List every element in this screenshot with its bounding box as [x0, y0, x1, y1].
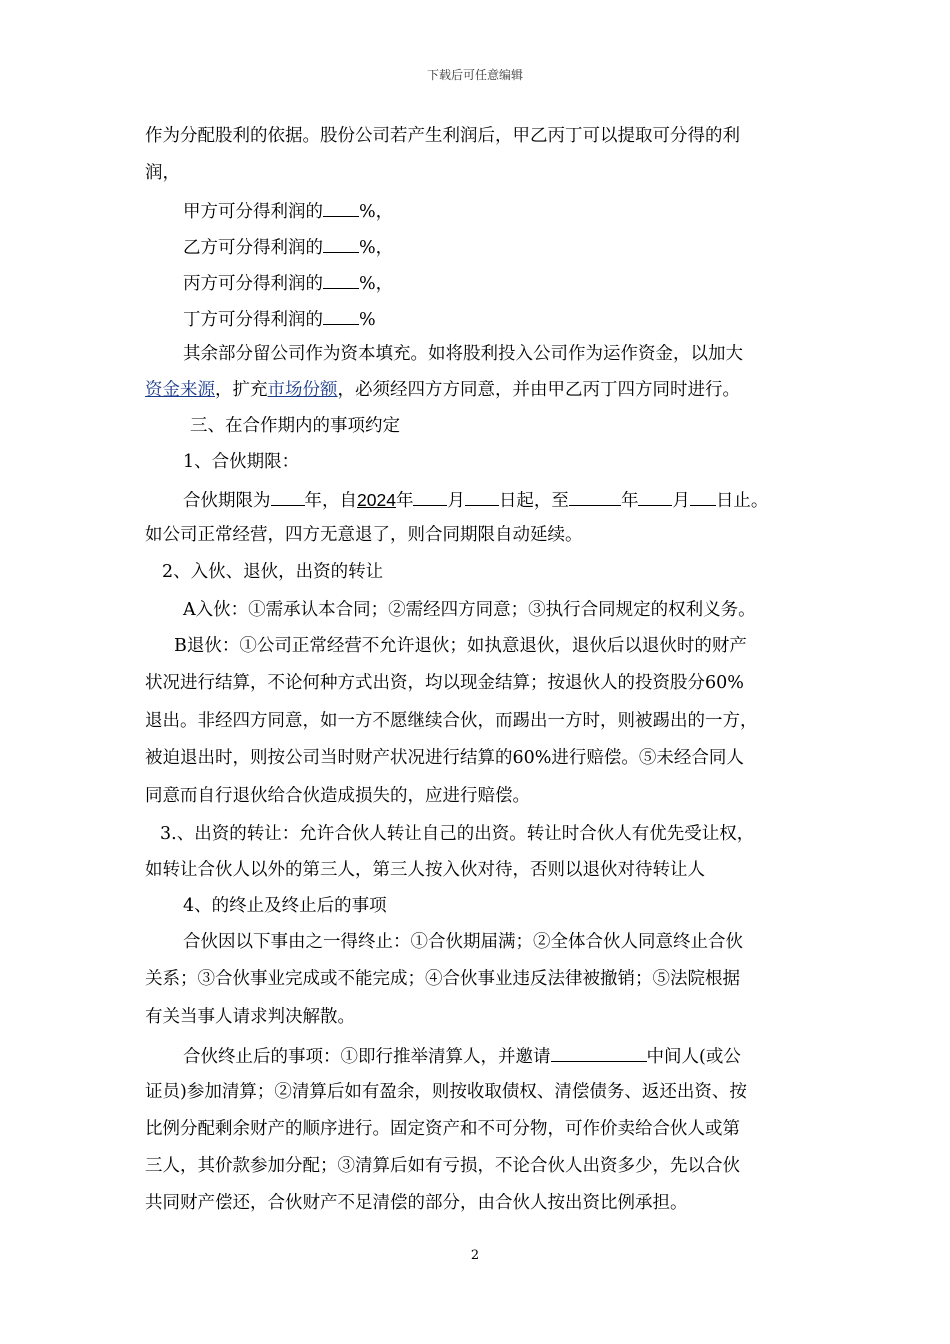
item4-t1: 合伙因以下事由之一得终止：①合伙期届满；②全体合伙人同意终止合伙 — [183, 932, 743, 952]
item4-title: 4、的终止及终止后的事项 — [183, 896, 387, 916]
item4-a5: 共同财产偿还，合伙财产不足清偿的部分，由合伙人按出资比例承担。 — [145, 1193, 688, 1213]
item2-b2: 状况进行结算，不论何种方式出资，均以现金结算；按退伙人的投资股分60% — [145, 673, 744, 693]
item2-a: A入伙：①需承认本合同；②需经四方同意；③执行合同规定的权利义务。 — [183, 600, 756, 620]
item2-b5: 同意而自行退伙给合伙造成损失的，应进行赔偿。 — [145, 786, 530, 806]
para2-line2: 资金来源，扩充市场份额，必须经四方方同意，并由甲乙丙丁四方同时进行。 — [145, 380, 740, 400]
blank-field[interactable] — [465, 487, 499, 506]
profit-share-ding: 丁方可分得利润的 % — [183, 306, 376, 332]
link-capital-source[interactable]: 资金来源 — [145, 380, 215, 400]
item4-a3: 比例分配剩余财产的顺序进行。固定资产和不可分物，可作价卖给合伙人或第 — [145, 1119, 740, 1139]
item4-t2: 关系；③合伙事业完成或不能完成；④合伙事业违反法律被撤销；⑤法院根据 — [145, 969, 740, 989]
section3-title: 三、在合作期内的事项约定 — [190, 416, 400, 436]
item3-line2: 如转让合伙人以外的第三人，第三人按入伙对待，否则以退伙对待转让人 — [145, 860, 705, 880]
start-year: 2024 — [357, 490, 396, 510]
blank-field[interactable] — [638, 487, 672, 506]
item2-b1: B退伙：①公司正常经营不允许退伙；如执意退伙，退伙后以退伙时的财产 — [174, 636, 747, 656]
blank-field[interactable] — [569, 487, 621, 506]
blank-field[interactable] — [690, 487, 716, 506]
page-header: 下载后可任意编辑 — [426, 68, 523, 82]
item4-a4: 三人，其价款参加分配；③清算后如有亏损，不论合伙人出资多少，先以合伙 — [145, 1156, 740, 1176]
blank-field[interactable] — [413, 487, 447, 506]
item2-title: 2、入伙、退伙，出资的转让 — [162, 562, 384, 582]
blank-field[interactable] — [323, 198, 359, 217]
profit-share-bing: 丙方可分得利润的 %， — [183, 270, 393, 296]
page-number: 2 — [470, 1248, 480, 1263]
item1-line2: 如公司正常经营，四方无意退了，则合同期限自动延续。 — [145, 525, 583, 545]
link-market-share[interactable]: 市场份额 — [267, 380, 338, 400]
item1-title: 1、合伙期限： — [183, 452, 300, 472]
item1-term-line: 合伙期限为 年，自2024年 月 日起，至 年 月 日止。 — [183, 487, 768, 513]
item4-a1: 合伙终止后的事项：①即行推举清算人，并邀请 中间人(或公 — [183, 1043, 741, 1069]
blank-field[interactable] — [551, 1043, 647, 1062]
item4-t3: 有关当事人请求判决解散。 — [145, 1007, 355, 1027]
para1-line1: 作为分配股利的依据。股份公司若产生利润后，甲乙丙丁可以提取可分得的利 — [145, 126, 740, 146]
item2-b3: 退出。非经四方同意，如一方不愿继续合伙，而踢出一方时，则被踢出的一方， — [145, 711, 758, 731]
profit-share-jia: 甲方可分得利润的 %， — [183, 198, 393, 224]
item4-a2: 证员)参加清算；②清算后如有盈余，则按收取债权、清偿债务、返还出资、按 — [145, 1082, 747, 1102]
item3-line1: 3.、出资的转让：允许合伙人转让自己的出资。转让时合伙人有优先受让权， — [160, 824, 755, 844]
profit-share-yi: 乙方可分得利润的 %， — [183, 234, 393, 260]
blank-field[interactable] — [323, 234, 359, 253]
para2-line1: 其余部分留公司作为资本填充。如将股利投入公司作为运作资金，以加大 — [183, 344, 743, 364]
blank-field[interactable] — [323, 270, 359, 289]
blank-field[interactable] — [271, 487, 305, 506]
blank-field[interactable] — [323, 306, 359, 325]
para1-line2: 润， — [145, 163, 180, 183]
item2-b4: 被迫退出时，则按公司当时财产状况进行结算的60%进行赔偿。⑤未经合同人 — [145, 748, 744, 768]
